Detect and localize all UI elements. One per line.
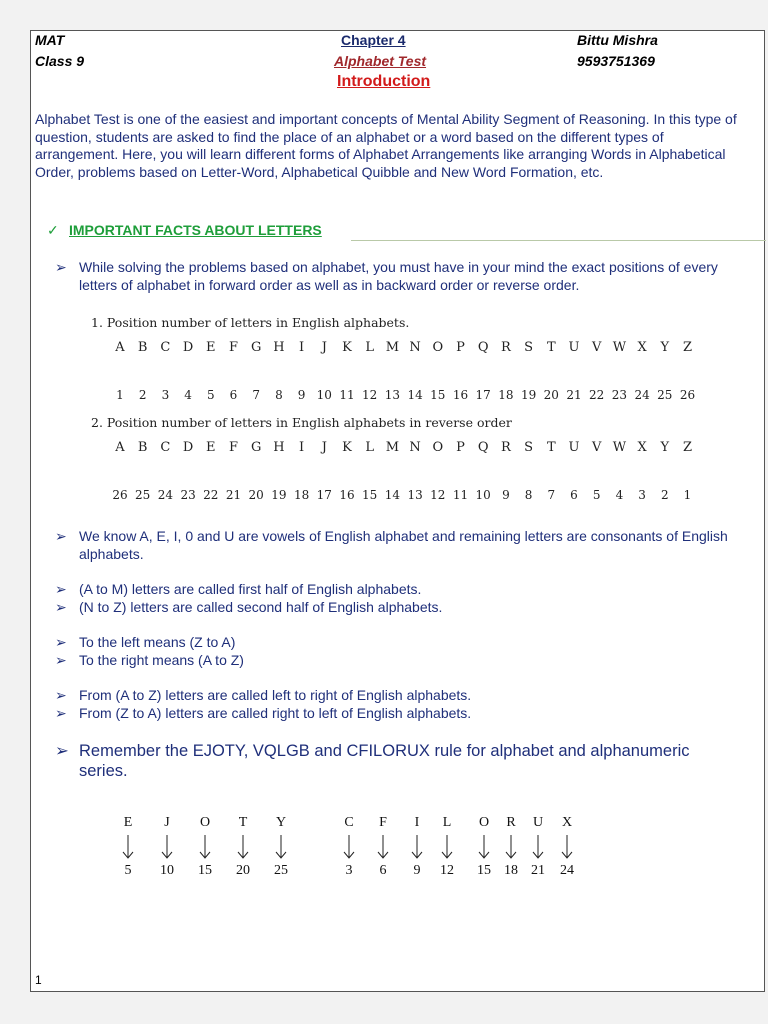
table-letter: H bbox=[273, 340, 285, 355]
down-arrow-icon bbox=[269, 833, 293, 861]
reverse-position-number: 17 bbox=[316, 488, 332, 502]
subject-label: MAT bbox=[35, 32, 65, 48]
rule-number: 9 bbox=[413, 863, 421, 878]
table-letter: C bbox=[160, 340, 171, 355]
rule-number: 18 bbox=[504, 863, 518, 878]
table-letter: F bbox=[228, 440, 239, 455]
table-letter: Y bbox=[660, 440, 670, 455]
down-arrow-icon bbox=[231, 833, 255, 861]
topic-label: Alphabet Test bbox=[334, 53, 427, 69]
author-phone: 9593751369 bbox=[577, 53, 655, 69]
bullet-positions bbox=[55, 259, 735, 295]
bullet-first-half bbox=[55, 581, 735, 599]
forward-position-number: 11 bbox=[339, 388, 355, 402]
table-letter: H bbox=[273, 440, 285, 455]
table-letter: Y bbox=[660, 340, 670, 355]
rule-number: 15 bbox=[198, 863, 212, 878]
table-letter: S bbox=[524, 440, 534, 455]
forward-position-number: 25 bbox=[657, 388, 673, 402]
table-letter: Q bbox=[477, 440, 489, 455]
table-letter: P bbox=[456, 440, 465, 455]
facts-heading: IMPORTANT FACTS ABOUT LETTERS bbox=[69, 222, 322, 238]
table-letter: V bbox=[591, 340, 602, 355]
bullet-left-means bbox=[55, 634, 735, 652]
table-letter: Z bbox=[682, 440, 693, 455]
bullet-rule bbox=[55, 741, 741, 783]
forward-position-number: 6 bbox=[229, 388, 238, 402]
class-label: Class 9 bbox=[35, 53, 85, 69]
rule-letter: X bbox=[561, 815, 573, 830]
table-letter: L bbox=[365, 440, 374, 455]
table-caption-forward: 1. Position number of letters in English alphabets. bbox=[91, 315, 410, 330]
bullet-text: (A to M) letters are called first half of English alphabets. bbox=[79, 581, 422, 597]
down-arrow-icon bbox=[193, 833, 217, 861]
down-arrow-icon bbox=[435, 833, 459, 861]
bullet-second-half bbox=[55, 599, 735, 617]
table-letter: P bbox=[456, 340, 465, 355]
table-caption-reverse: 2. Position number of letters in English alphabets in reverse order bbox=[91, 415, 512, 430]
bullet-arrow-icon: ➢ bbox=[55, 259, 67, 275]
table-letter: O bbox=[432, 340, 444, 355]
rule-number: 15 bbox=[477, 863, 491, 878]
reverse-position-number: 26 bbox=[112, 488, 128, 502]
table-letter: J bbox=[321, 440, 327, 455]
bullet-left-to-right bbox=[55, 687, 735, 705]
bullet-text: To the right means (A to Z) bbox=[79, 652, 244, 668]
table-letter: C bbox=[160, 440, 171, 455]
down-arrow-icon bbox=[526, 833, 550, 861]
rule-number: 21 bbox=[531, 863, 545, 878]
rule-number: 20 bbox=[236, 863, 250, 878]
down-arrow-icon bbox=[555, 833, 579, 861]
table-letter: X bbox=[637, 340, 647, 355]
forward-position-number: 12 bbox=[362, 388, 378, 402]
table-letter: U bbox=[568, 440, 580, 455]
forward-position-number: 4 bbox=[184, 388, 192, 402]
document-page bbox=[30, 30, 765, 992]
rule-number: 12 bbox=[440, 863, 454, 878]
bullet-text: To the left means (Z to A) bbox=[79, 634, 236, 650]
reverse-position-number: 14 bbox=[384, 488, 401, 502]
reverse-position-number: 23 bbox=[180, 488, 196, 502]
rule-letter: O bbox=[199, 815, 211, 830]
table-letter: W bbox=[612, 340, 627, 355]
rule-number: 3 bbox=[345, 863, 353, 878]
down-arrow-icon bbox=[155, 833, 179, 861]
table-letter: N bbox=[409, 340, 421, 355]
table-letter: D bbox=[182, 440, 194, 455]
table-letter: J bbox=[321, 340, 327, 355]
table-letter: U bbox=[568, 340, 580, 355]
rule-number: 24 bbox=[560, 863, 574, 878]
table-letter: I bbox=[299, 440, 305, 455]
table-letter: R bbox=[500, 340, 511, 355]
chapter-label: Chapter 4 bbox=[341, 32, 406, 48]
table-letter: X bbox=[637, 440, 647, 455]
reverse-position-number: 20 bbox=[248, 488, 264, 502]
reverse-position-number: 11 bbox=[452, 488, 469, 502]
table-letter: A bbox=[115, 440, 125, 455]
down-arrow-icon bbox=[337, 833, 361, 861]
rule-letter: T bbox=[238, 815, 248, 830]
bullet-arrow-icon: ➢ bbox=[55, 687, 67, 703]
forward-position-number: 16 bbox=[452, 388, 469, 402]
table-letter: E bbox=[206, 440, 216, 455]
table-letter: R bbox=[500, 440, 511, 455]
intro-paragraph: Alphabet Test is one of the easiest and important concepts of Mental Ability Segment of Reasoning. In this type of question, students are asked to find the place of an alphabet or a word based on the different types of arrangement. Here, you will learn different forms of Alphabet Arrangements like arranging Words in Alphabetical Order, problems based on Letter-Word, Alphabetical Quibble and New Word Formation, etc. bbox=[35, 111, 737, 180]
reverse-position-number: 1 bbox=[683, 488, 692, 502]
rule-number: 6 bbox=[379, 863, 387, 878]
bullet-arrow-icon: ➢ bbox=[55, 742, 69, 760]
table-letter: I bbox=[299, 340, 305, 355]
ejoty-rule-figure bbox=[99, 783, 681, 938]
down-arrow-icon bbox=[499, 833, 523, 861]
reverse-position-number: 7 bbox=[547, 488, 556, 502]
reverse-position-number: 24 bbox=[157, 488, 174, 502]
forward-position-number: 17 bbox=[475, 388, 491, 402]
rule-letter: U bbox=[532, 815, 544, 830]
reverse-position-number: 10 bbox=[475, 488, 491, 502]
forward-position-number: 9 bbox=[297, 388, 306, 402]
reverse-position-number: 22 bbox=[203, 488, 219, 502]
forward-position-number: 10 bbox=[316, 388, 332, 402]
table-letter: N bbox=[409, 440, 421, 455]
reverse-position-number: 15 bbox=[362, 488, 378, 502]
bullet-text: We know A, E, I, 0 and U are vowels of English alphabet and remaining letters are consonants of English alphabets. bbox=[79, 528, 728, 562]
forward-position-number: 14 bbox=[407, 388, 423, 402]
reverse-position-number: 13 bbox=[407, 488, 423, 502]
bullet-text: From (Z to A) letters are called right to left of English alphabets. bbox=[79, 705, 472, 721]
table-letter: K bbox=[342, 340, 352, 355]
reverse-position-number: 18 bbox=[293, 488, 310, 502]
table-letter: F bbox=[228, 340, 239, 355]
rule-letter: I bbox=[414, 815, 420, 830]
author-name: Bittu Mishra bbox=[577, 32, 658, 48]
bullet-arrow-icon: ➢ bbox=[55, 634, 67, 650]
reverse-position-number: 12 bbox=[430, 488, 446, 502]
bullet-arrow-icon: ➢ bbox=[55, 652, 67, 668]
rule-letter: R bbox=[506, 815, 516, 830]
forward-position-number: 21 bbox=[566, 388, 582, 402]
table-letter: B bbox=[137, 440, 148, 455]
table-letter: O bbox=[432, 440, 444, 455]
table-letter: V bbox=[591, 440, 602, 455]
forward-position-number: 23 bbox=[611, 388, 628, 402]
table-letter: M bbox=[385, 440, 400, 455]
reverse-position-number: 8 bbox=[524, 488, 533, 502]
rule-letter: L bbox=[442, 815, 452, 830]
forward-position-number: 1 bbox=[116, 388, 124, 402]
reverse-position-number: 19 bbox=[271, 488, 287, 502]
reverse-position-number: 3 bbox=[638, 488, 646, 502]
reverse-position-number: 5 bbox=[592, 488, 601, 502]
rule-letter: C bbox=[344, 815, 354, 830]
check-icon: ✓ bbox=[47, 222, 59, 238]
forward-position-number: 7 bbox=[252, 388, 260, 402]
forward-position-number: 19 bbox=[520, 388, 537, 402]
forward-position-number: 5 bbox=[206, 388, 215, 402]
bullet-right-to-left bbox=[55, 705, 735, 723]
table-letter: E bbox=[206, 340, 216, 355]
forward-position-number: 8 bbox=[275, 388, 283, 402]
table-letter: W bbox=[612, 440, 627, 455]
table-letter: G bbox=[250, 440, 262, 455]
down-arrow-icon bbox=[472, 833, 496, 861]
forward-position-number: 18 bbox=[498, 388, 514, 402]
table-letter: D bbox=[182, 340, 194, 355]
bullet-vowels bbox=[55, 528, 735, 564]
bullet-text: From (A to Z) letters are called left to right of English alphabets. bbox=[79, 687, 472, 703]
bullet-text: While solving the problems based on alphabet, you must have in your mind the exact positions of every letters of alphabet in forward order as well as in backward order or reverse order. bbox=[79, 259, 718, 293]
reverse-position-number: 9 bbox=[502, 488, 510, 502]
forward-position-number: 2 bbox=[138, 388, 147, 402]
table-letter: G bbox=[250, 340, 262, 355]
table-letter: A bbox=[115, 340, 125, 355]
table-letter: L bbox=[365, 340, 374, 355]
bullet-arrow-icon: ➢ bbox=[55, 705, 67, 721]
rule-letter: E bbox=[123, 815, 133, 830]
forward-position-number: 22 bbox=[589, 388, 605, 402]
reverse-position-number: 21 bbox=[225, 488, 242, 502]
table-letter: M bbox=[385, 340, 400, 355]
bullet-arrow-icon: ➢ bbox=[55, 528, 67, 544]
rule-number: 10 bbox=[160, 863, 174, 878]
reverse-position-number: 25 bbox=[135, 488, 151, 502]
rule-letter: J bbox=[164, 815, 170, 830]
heading-divider bbox=[351, 240, 766, 241]
rule-number: 5 bbox=[124, 863, 132, 878]
page-number: 1 bbox=[35, 973, 42, 987]
bullet-text: (N to Z) letters are called second half of English alphabets. bbox=[79, 599, 443, 615]
down-arrow-icon bbox=[371, 833, 395, 861]
reverse-position-number: 2 bbox=[660, 488, 669, 502]
table-letter: B bbox=[137, 340, 148, 355]
forward-position-number: 26 bbox=[679, 388, 696, 402]
table-letter: Q bbox=[477, 340, 489, 355]
table-letter: K bbox=[342, 440, 352, 455]
rule-letter: F bbox=[379, 815, 387, 830]
reverse-position-number: 16 bbox=[339, 488, 355, 502]
table-letter: T bbox=[546, 440, 556, 455]
table-letter: S bbox=[524, 340, 534, 355]
bullet-arrow-icon: ➢ bbox=[55, 599, 67, 615]
forward-position-number: 15 bbox=[430, 388, 446, 402]
rule-letter: O bbox=[478, 815, 490, 830]
bullet-text: Remember the EJOTY, VQLGB and CFILORUX rule for alphabet and alphanumeric series. bbox=[79, 742, 690, 780]
table-letter: T bbox=[546, 340, 556, 355]
reverse-position-number: 4 bbox=[615, 488, 624, 502]
down-arrow-icon bbox=[116, 833, 140, 861]
forward-position-number: 13 bbox=[384, 388, 401, 402]
forward-position-number: 20 bbox=[543, 388, 559, 402]
down-arrow-icon bbox=[405, 833, 429, 861]
position-table bbox=[81, 311, 718, 511]
reverse-position-number: 6 bbox=[570, 488, 578, 502]
page-title: Introduction bbox=[337, 73, 431, 90]
forward-position-number: 3 bbox=[161, 388, 170, 402]
rule-letter: Y bbox=[275, 815, 287, 830]
table-letter: Z bbox=[682, 340, 693, 355]
rule-number: 25 bbox=[274, 863, 288, 878]
bullet-right-means bbox=[55, 652, 735, 670]
forward-position-number: 24 bbox=[634, 388, 650, 402]
bullet-arrow-icon: ➢ bbox=[55, 581, 67, 597]
